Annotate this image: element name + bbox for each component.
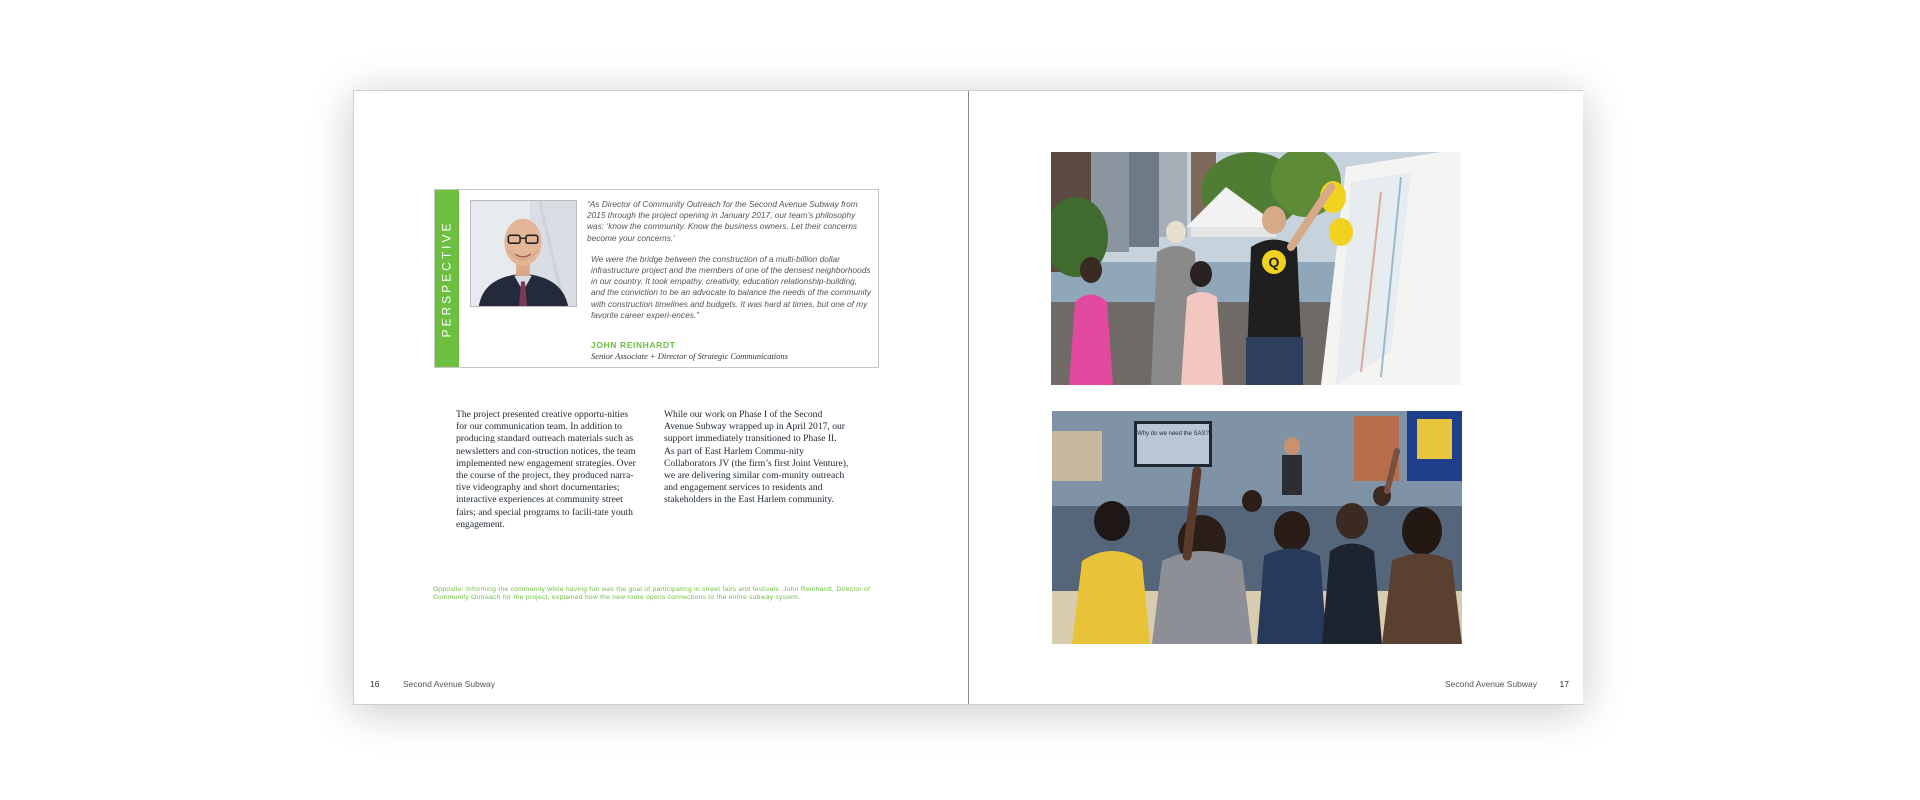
quote-text bbox=[587, 199, 872, 331]
street-fair-image bbox=[1051, 152, 1461, 385]
left-page bbox=[354, 91, 968, 704]
body-column-1: The project presented creative opportu-nities for our communication team. In addition to producing standard outreach materials such as newsletters and con-struction notices, the team implemented new engagement strategies. Over the course of the project, they produced narra-tive videography and short documentaries; interactive experiences at community street fairs; and special programs to facili-tate youth engagement. bbox=[456, 409, 636, 530]
body-column-2: While our work on Phase I of the Second Avenue Subway wrapped up in April 2017, our support immediately transitioned to Phase II. As part of East Harlem Commu-nity Collaborators JV (the firm’s first Joint Venture), we are delivering similar com-munity outreach and engagement services to residents and stakeholders in the East Harlem community. bbox=[664, 409, 849, 506]
right-page bbox=[969, 91, 1583, 704]
street-fair-photo bbox=[1051, 152, 1461, 385]
page-number-right: 17 bbox=[1559, 679, 1569, 689]
tv-screen-text: Why do we need the SAS? bbox=[1137, 431, 1209, 437]
person-role: Senior Associate + Director of Strategic Communications bbox=[591, 351, 788, 361]
quote-paragraph: We were the bridge between the construction of a multi-billion dollar infrastructure project and the members of one of the densest neighborhoods in our country. It took empathy, creativity, education relationship-building, and the conviction to be an advocate to balance the needs of the community with construction timelines and budgets. It was hard at times, but one of my favorite career experi-ences.” bbox=[591, 253, 871, 320]
running-title-left: Second Avenue Subway bbox=[403, 679, 495, 689]
photo-caption: Opposite: Informing the community while having fun was the goal of participating in street fairs and festivals. John Reinhardt, Director of Community Outreach for the project, explained how the new route opens connections to the entire subway system. bbox=[433, 586, 871, 602]
perspective-label: PERSPECTIVE bbox=[440, 219, 454, 338]
perspective-box bbox=[434, 189, 879, 368]
quote-paragraph: “As Director of Community Outreach for the Second Avenue Subway from 2015 through the project opening in January 2017, our team’s philosophy was: ‘know the community. Know the business owners. Let their concerns become your concerns.’ bbox=[587, 199, 858, 243]
svg-text:Q: Q bbox=[1268, 254, 1280, 270]
portrait-photo bbox=[470, 200, 577, 307]
book-spread bbox=[353, 90, 1583, 705]
page-number-left: 16 bbox=[370, 679, 380, 689]
running-title-right: Second Avenue Subway bbox=[1445, 679, 1537, 689]
classroom-photo bbox=[1052, 411, 1462, 644]
classroom-image bbox=[1052, 411, 1462, 644]
perspective-tab bbox=[435, 190, 459, 367]
portrait-image bbox=[471, 201, 576, 306]
person-name: JOHN REINHARDT bbox=[591, 340, 676, 350]
